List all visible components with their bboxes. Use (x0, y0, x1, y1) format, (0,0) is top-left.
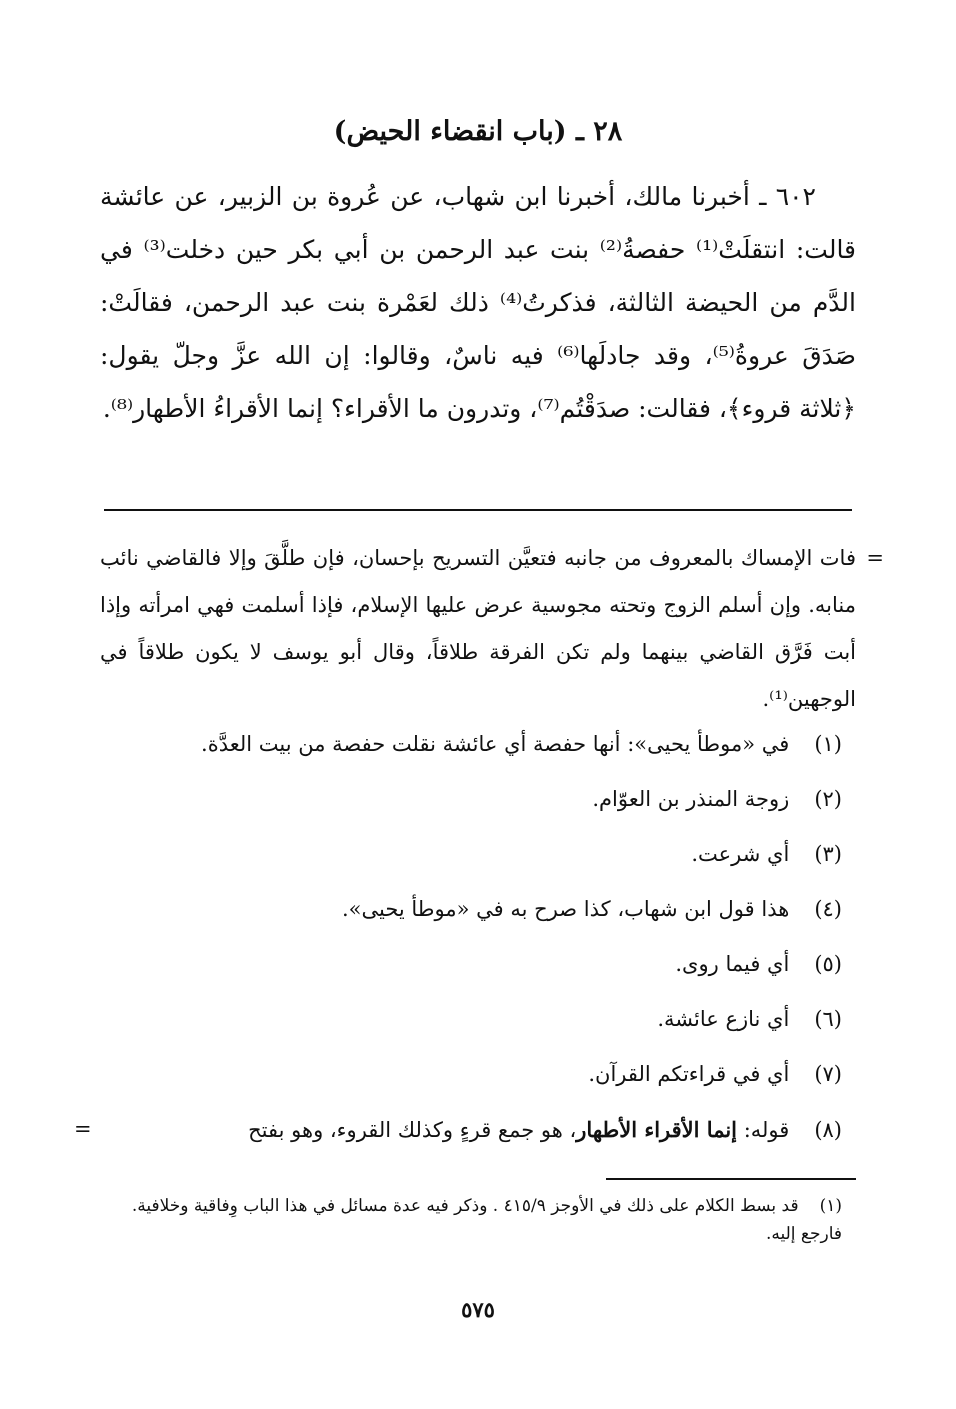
note-prefix: قوله: (737, 1118, 790, 1142)
page-number: ٥٧٥ (461, 1297, 495, 1322)
footnote (100, 1192, 856, 1248)
note-text: زوجة المنذر بن العوّام. (592, 787, 790, 811)
continuation-mark: = (866, 546, 884, 570)
note-number: (٨) (814, 1118, 842, 1142)
note-number: (٦) (814, 1007, 842, 1031)
note-item-8 (74, 1116, 856, 1144)
hadith-text-block (100, 170, 856, 435)
commentary-text: فات الإمساك بالمعروف من جانبه فتعيَّن التسريح بإحسان، فإن طلَّقَ وإلا فالقاضي نائب منابه. وإن أسلم الزوج وتحته مجوسية عرض عليها الإسلام، فإذا أسلمت فهي امرأته وإذا أبت فَرَّق القاضي بينهما ولم تكن الفرقة طلاقاً، وقال أبو يوسف لا يكون طلاقاً في الوجهين⁽¹⁾. (100, 546, 856, 711)
note-text: ، هو جمع قرءٍ وكذلك القروء، وهو بفتح (248, 1118, 577, 1142)
note-bold-phrase: إنما الأقراء الأطهار (576, 1117, 738, 1142)
note-number: (٧) (814, 1062, 842, 1086)
note-item-5 (100, 951, 856, 978)
note-number: (٥) (814, 952, 842, 976)
notes-list (74, 731, 856, 1172)
note-text: أي شرعت. (691, 842, 790, 866)
note-text: هذا قول ابن شهاب، كذا صرح به في «موطأ يحيى». (341, 897, 790, 921)
footnote-text: قد بسط الكلام على ذلك في الأوجز ٤١٥/٩ . وذكر فيه عدة مسائل في هذا الباب وِفاقية وخلافية. فارجع إليه. (131, 1196, 842, 1244)
divider-line (104, 509, 852, 511)
commentary-continuation (100, 535, 884, 723)
note-item-2 (100, 786, 856, 813)
note-number: (٢) (814, 787, 842, 811)
note-text: في «موطأ يحيى»: أنها حفصة أي عائشة نقلت حفصة من بيت العدَّة. (201, 732, 790, 756)
note-item-3 (100, 841, 856, 868)
note-item-7 (100, 1061, 856, 1088)
note-text: أي نازع عائشة. (657, 1007, 790, 1031)
hadith-paragraph: ٦٠٢ ـ أخبرنا مالك، أخبرنا ابن شهاب، عن عُروة بن الزبير، عن عائشة قالت: انتقلَتْ⁽¹⁾ حفصةُ⁽²⁾ بنت عبد الرحمن بن أبي بكر حين دخلت⁽³⁾ في الدَّم من الحيضة الثالثة، فذكرتُ⁽⁴⁾ ذلك لعَمْرة بنت عبد الرحمن، فقالَتْ: صَدَقَ عروةُ⁽⁵⁾، وقد جادلَها⁽⁶⁾ فيه ناسٌ، وقالوا: إن الله عزَّ وجلّ يقول: ﴿ثلاثة قروء﴾، فقالت: صدَقْتُم⁽⁷⁾، وتدرون ما الأقراء؟ إنما الأقراءُ الأطهار⁽⁸⁾. (100, 182, 857, 423)
chapter-title: ٢٨ ـ (باب انقضاء الحيض) (333, 116, 623, 147)
note-number: (١) (814, 732, 842, 756)
note-item-1 (100, 731, 856, 758)
note-item-6 (100, 1006, 856, 1033)
note-text: أي فيما روى. (675, 952, 790, 976)
continuation-mark: = (74, 1117, 92, 1141)
page (74, 0, 884, 1409)
note-item-4 (100, 896, 856, 923)
footnote-number: (١) (819, 1196, 842, 1216)
note-number: (٤) (814, 897, 842, 921)
note-text: أي في قراءتكم القرآن. (588, 1062, 790, 1086)
note-number: (٣) (814, 842, 842, 866)
footnote-rule (606, 1178, 856, 1180)
